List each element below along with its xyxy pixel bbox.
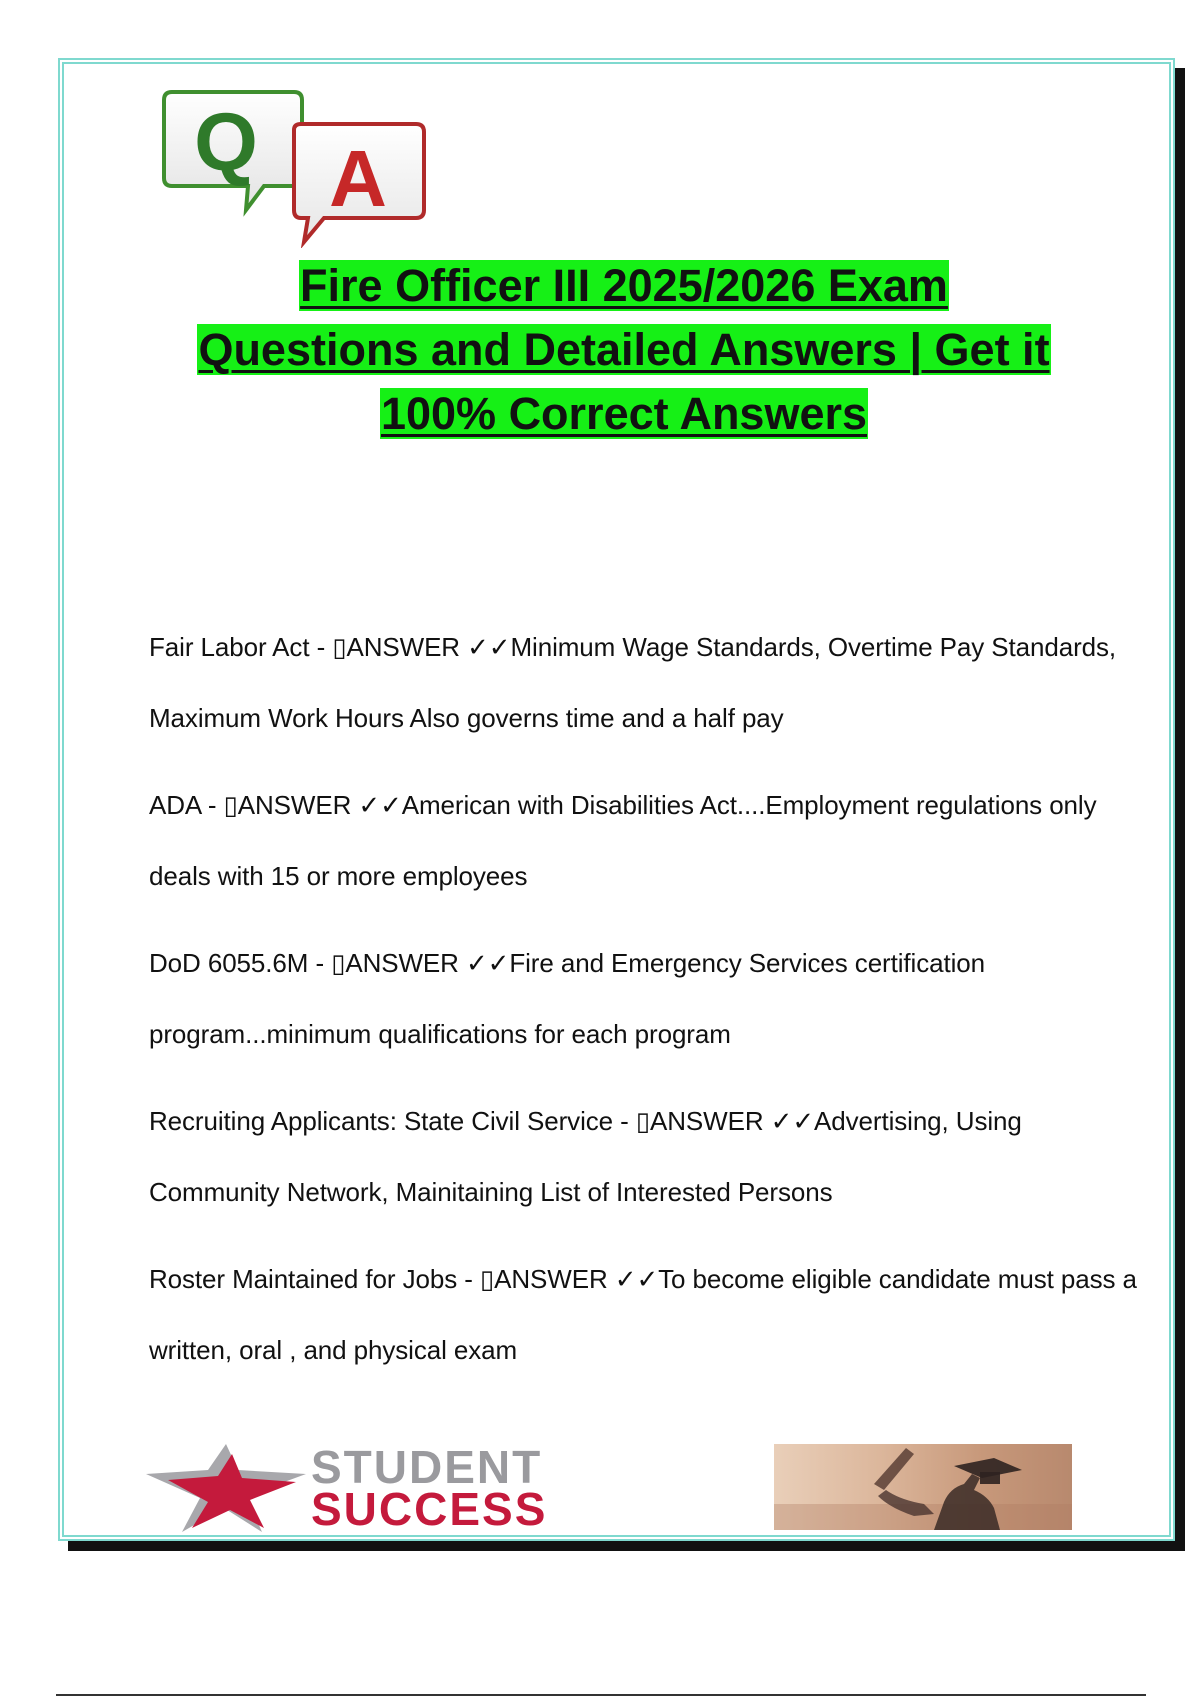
- qa-item: DoD 6055.6M - ▯ANSWER ✓✓Fire and Emergency Services certification program...minimum qualifications for each program: [149, 948, 985, 1049]
- qa-item: Roster Maintained for Jobs - ▯ANSWER ✓✓To become eligible candidate must pass a written, oral , and physical exam: [149, 1264, 1137, 1365]
- star-icon: [146, 1444, 316, 1536]
- document-title: [124, 254, 1124, 446]
- q-speech-bubble: [164, 92, 302, 210]
- graduate-photo: [774, 1444, 1072, 1530]
- qa-list: [149, 612, 1139, 1402]
- a-letter: A: [329, 134, 387, 223]
- qa-item: Recruiting Applicants: State Civil Service - ▯ANSWER ✓✓Advertising, Using Community Network, Mainitaining List of Interested Persons: [149, 1106, 1022, 1207]
- a-speech-bubble: [294, 124, 424, 242]
- qa-item: ADA - ▯ANSWER ✓✓American with Disabilities Act....Employment regulations only deals with 15 or more employees: [149, 790, 1097, 891]
- graduate-silhouette: [774, 1444, 1072, 1530]
- qa-item: Fair Labor Act - ▯ANSWER ✓✓Minimum Wage Standards, Overtime Pay Standards, Maximum Work Hours Also governs time and a half pay: [149, 632, 1117, 733]
- page-bottom-rule: [56, 1694, 1146, 1696]
- banner-wordmark: [311, 1441, 548, 1535]
- title-line-3: 100% Correct Answers: [380, 388, 868, 439]
- qa-logo: [154, 88, 444, 248]
- banner-word-student: STUDENT: [311, 1441, 543, 1493]
- student-success-banner: [146, 1441, 1026, 1536]
- title-line-2: Questions and Detailed Answers | Get it: [198, 324, 1050, 375]
- title-line-1: Fire Officer III 2025/2026 Exam: [300, 260, 948, 311]
- q-letter: Q: [194, 97, 258, 188]
- page-frame: [58, 58, 1175, 1541]
- banner-word-success: SUCCESS: [311, 1483, 548, 1535]
